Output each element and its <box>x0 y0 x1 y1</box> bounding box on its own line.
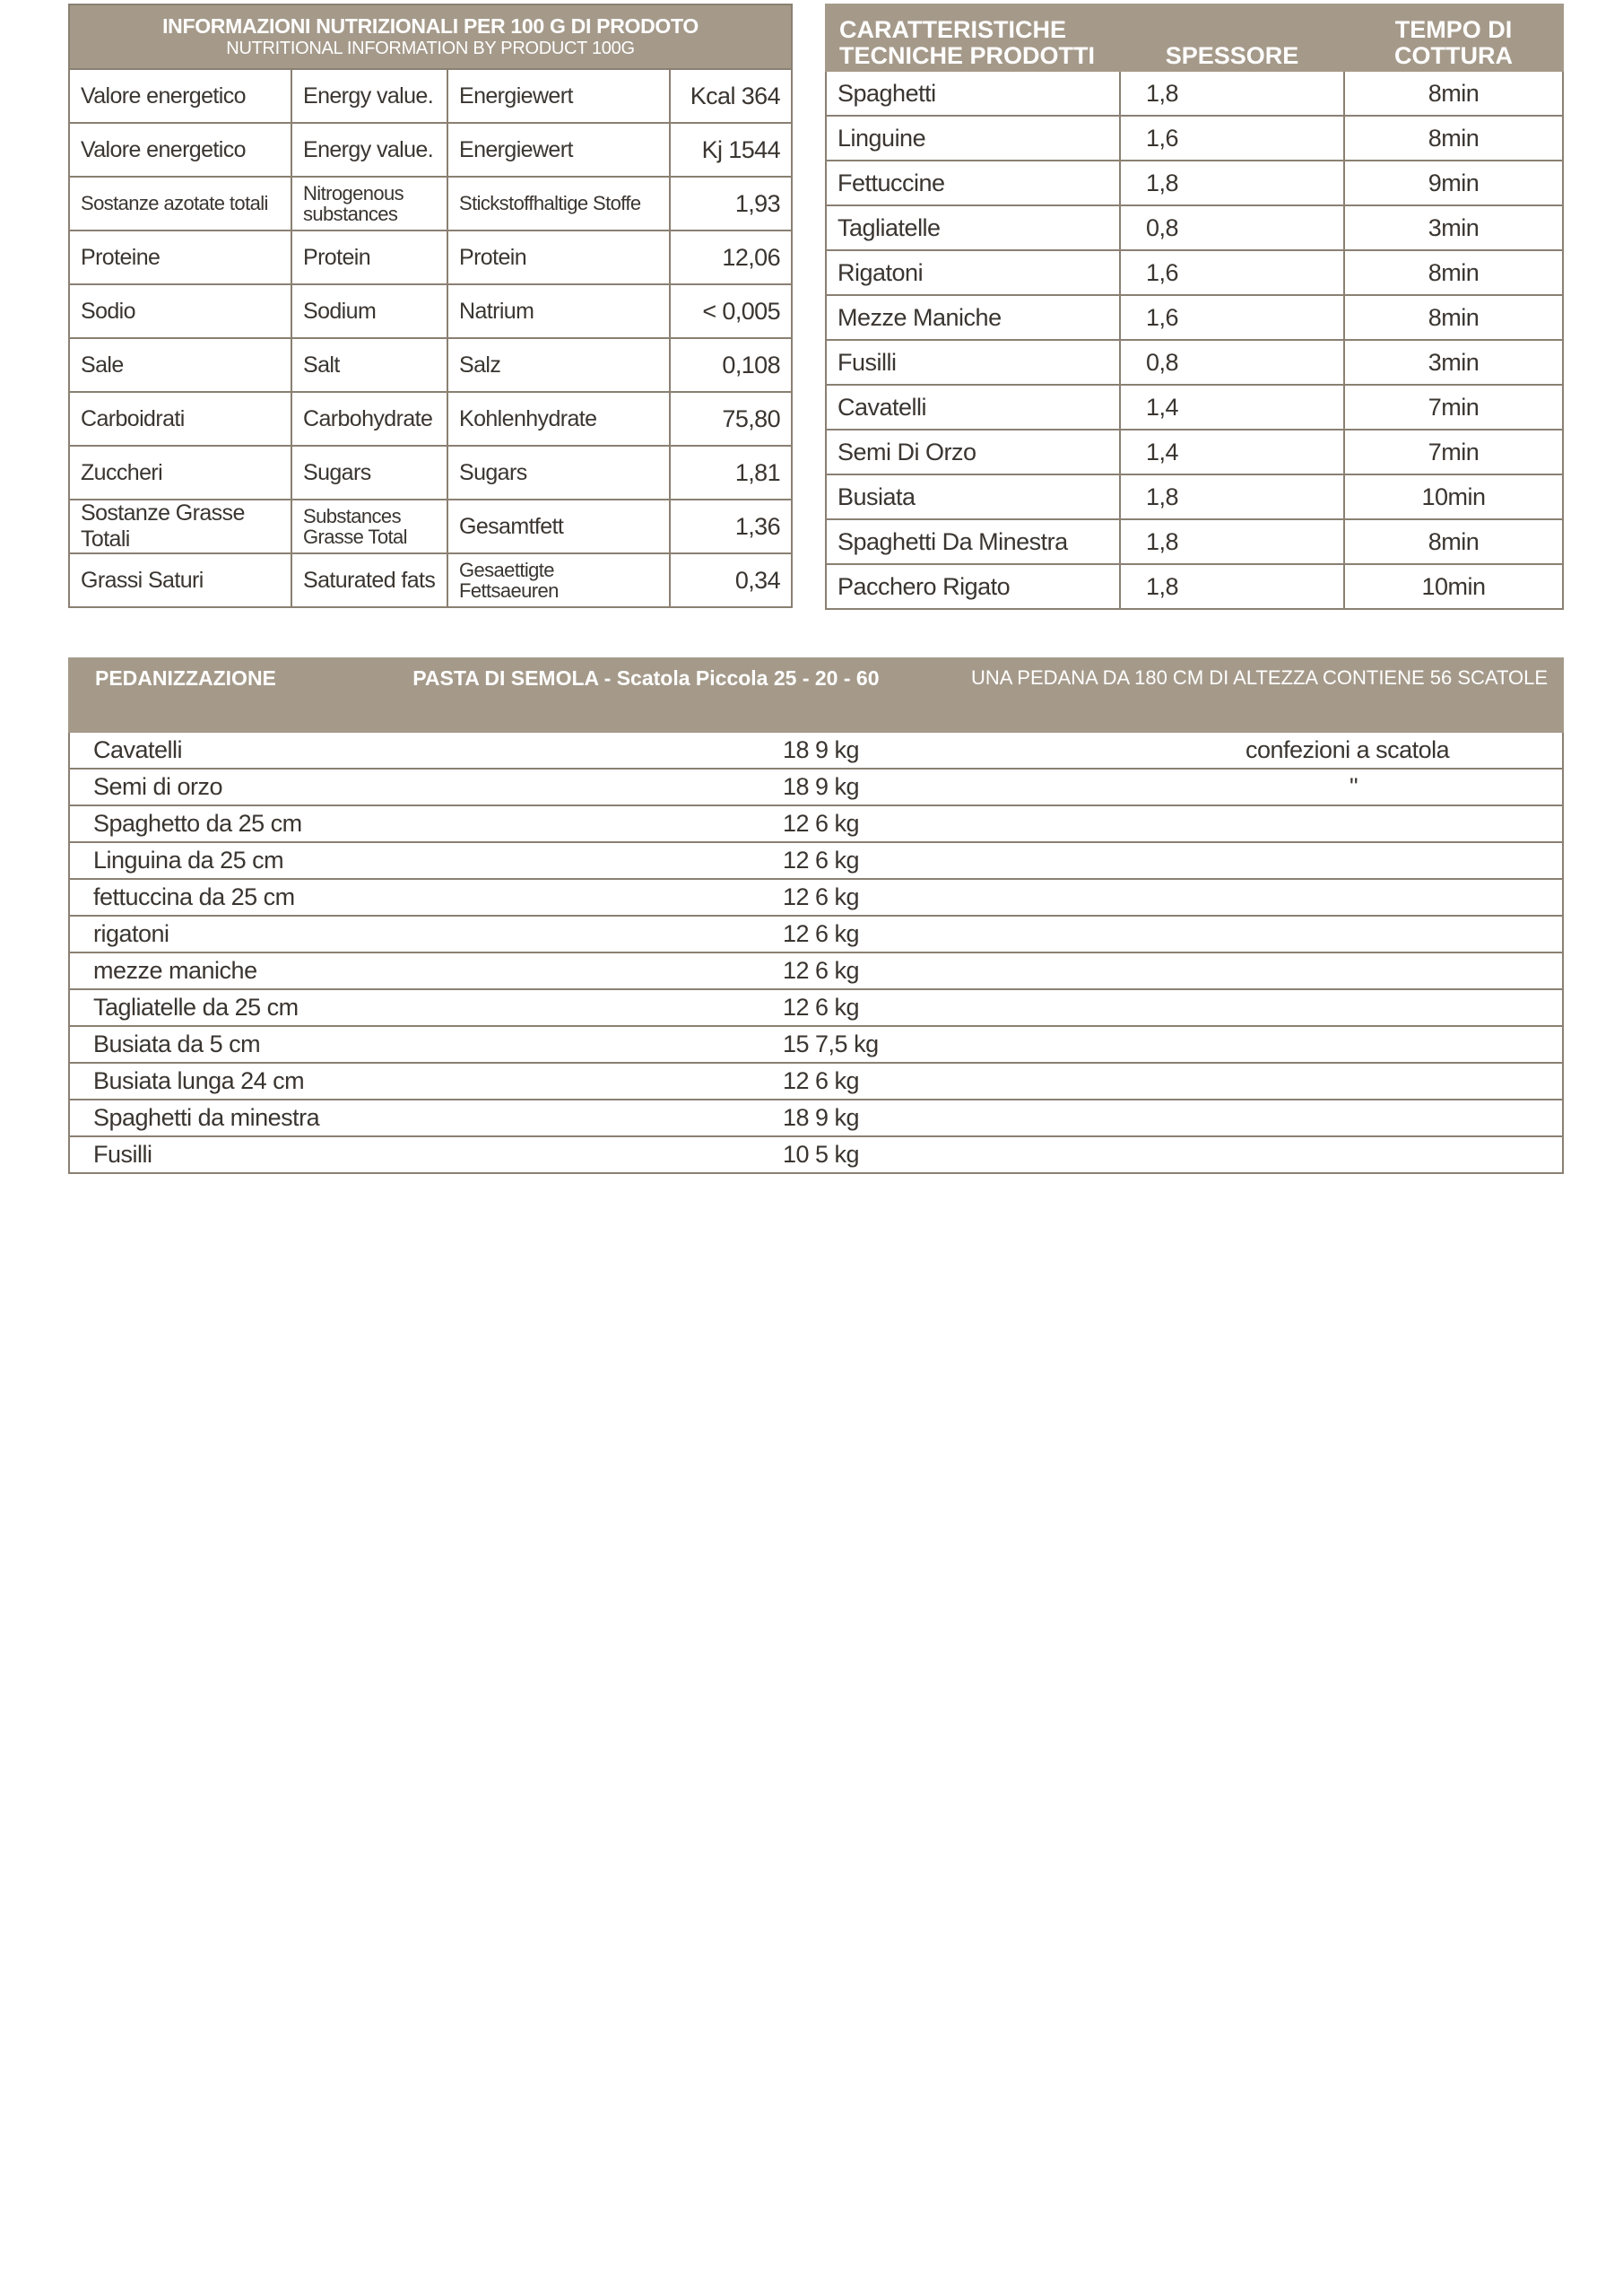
nutrition-cell-value: 75,80 <box>670 392 792 446</box>
palletization-row <box>69 805 1563 842</box>
palletization-cell-quantity: 12 6 kg <box>783 842 1172 879</box>
palletization-row <box>69 916 1563 952</box>
technical-header-thickness: SPESSORE <box>1120 4 1344 71</box>
palletization-row <box>69 1026 1563 1063</box>
palletization-header-product: PASTA DI SEMOLA - Scatola Piccola 25 - 20 - 60 <box>412 666 880 690</box>
technical-cell-product: Spaghetti <box>826 71 1120 116</box>
technical-cell-product: Rigatoni <box>826 250 1120 295</box>
nutrition-cell-value: 0,34 <box>670 553 792 607</box>
technical-cell-cooking: 8min <box>1344 519 1563 564</box>
nutrition-cell-it: Proteine <box>69 230 291 284</box>
nutrition-row <box>69 123 792 177</box>
palletization-cell-note <box>1172 1100 1563 1136</box>
nutrition-cell-de: Gesamtfett <box>447 500 670 553</box>
technical-cell-cooking: 7min <box>1344 385 1563 430</box>
nutrition-cell-en: Salt <box>291 338 447 392</box>
nutrition-row <box>69 230 792 284</box>
palletization-cell-note <box>1172 989 1563 1026</box>
nutrition-title: INFORMAZIONI NUTRIZIONALI PER 100 G DI PRODOTO <box>162 14 699 39</box>
palletization-cell-quantity: 18 9 kg <box>783 1100 1172 1136</box>
palletization-row <box>69 1063 1563 1100</box>
technical-row <box>826 519 1563 564</box>
palletization-header-note: UNA PEDANA DA 180 CM DI ALTEZZA CONTIENE 56 SCATOLE <box>970 666 1549 689</box>
technical-cell-cooking: 3min <box>1344 340 1563 385</box>
palletization-cell-note <box>1172 1026 1563 1063</box>
technical-cell-cooking: 8min <box>1344 295 1563 340</box>
palletization-cell-product: Cavatelli <box>69 732 783 769</box>
technical-table <box>825 4 1564 610</box>
nutrition-cell-it: Sostanze Grasse Totali <box>69 500 291 553</box>
nutrition-cell-value: 1,81 <box>670 446 792 500</box>
nutrition-cell-en: Sodium <box>291 284 447 338</box>
nutrition-row <box>69 69 792 123</box>
technical-cell-thickness: 1,8 <box>1120 474 1344 519</box>
technical-cell-cooking: 7min <box>1344 430 1563 474</box>
palletization-cell-quantity: 12 6 kg <box>783 879 1172 916</box>
palletization-cell-product: Busiata da 5 cm <box>69 1026 783 1063</box>
technical-row <box>826 161 1563 205</box>
nutrition-cell-en: Sugars <box>291 446 447 500</box>
palletization-header-label: PEDANIZZAZIONE <box>95 666 276 690</box>
palletization-cell-product: Linguina da 25 cm <box>69 842 783 879</box>
nutrition-row <box>69 553 792 607</box>
palletization-row <box>69 952 1563 989</box>
technical-row <box>826 430 1563 474</box>
palletization-header-cell <box>69 658 1563 732</box>
palletization-cell-quantity: 18 9 kg <box>783 732 1172 769</box>
nutrition-cell-value: < 0,005 <box>670 284 792 338</box>
nutrition-cell-de: Natrium <box>447 284 670 338</box>
technical-cell-thickness: 1,6 <box>1120 250 1344 295</box>
technical-cell-thickness: 1,8 <box>1120 71 1344 116</box>
nutrition-table <box>68 4 793 608</box>
nutrition-header-cell <box>69 4 792 69</box>
technical-cell-product: Fettuccine <box>826 161 1120 205</box>
nutrition-cell-de: Stickstoffhaltige Stoffe <box>447 177 670 230</box>
nutrition-row <box>69 338 792 392</box>
nutrition-row <box>69 284 792 338</box>
nutrition-row <box>69 500 792 553</box>
palletization-row <box>69 842 1563 879</box>
technical-row <box>826 250 1563 295</box>
palletization-cell-quantity: 12 6 kg <box>783 989 1172 1026</box>
nutrition-subtitle: NUTRITIONAL INFORMATION BY PRODUCT 100G <box>226 38 635 58</box>
palletization-cell-product: mezze maniche <box>69 952 783 989</box>
technical-cell-thickness: 1,6 <box>1120 295 1344 340</box>
nutrition-cell-it: Carboidrati <box>69 392 291 446</box>
nutrition-cell-it: Sodio <box>69 284 291 338</box>
palletization-cell-note <box>1172 952 1563 989</box>
nutrition-cell-value: 12,06 <box>670 230 792 284</box>
technical-cell-product: Tagliatelle <box>826 205 1120 250</box>
palletization-row <box>69 769 1563 805</box>
nutrition-cell-value: Kj 1544 <box>670 123 792 177</box>
nutrition-cell-de: Energiewert <box>447 123 670 177</box>
technical-cell-product: Semi Di Orzo <box>826 430 1120 474</box>
technical-cell-thickness: 0,8 <box>1120 340 1344 385</box>
nutrition-cell-en: Energy value. <box>291 69 447 123</box>
technical-cell-thickness: 1,4 <box>1120 430 1344 474</box>
palletization-cell-product: Semi di orzo <box>69 769 783 805</box>
nutrition-cell-it: Sale <box>69 338 291 392</box>
technical-cell-product: Cavatelli <box>826 385 1120 430</box>
palletization-row <box>69 732 1563 769</box>
technical-cell-product: Mezze Maniche <box>826 295 1120 340</box>
nutrition-cell-en: Saturated fats <box>291 553 447 607</box>
technical-cell-thickness: 1,8 <box>1120 161 1344 205</box>
technical-cell-product: Spaghetti Da Minestra <box>826 519 1120 564</box>
technical-cell-thickness: 1,6 <box>1120 116 1344 161</box>
technical-cell-thickness: 1,8 <box>1120 564 1344 609</box>
technical-cell-product: Linguine <box>826 116 1120 161</box>
palletization-cell-quantity: 12 6 kg <box>783 1063 1172 1100</box>
technical-header <box>826 4 1563 71</box>
technical-cell-cooking: 10min <box>1344 564 1563 609</box>
technical-cell-cooking: 8min <box>1344 71 1563 116</box>
palletization-row <box>69 879 1563 916</box>
nutrition-cell-de: Sugars <box>447 446 670 500</box>
technical-cell-cooking: 8min <box>1344 250 1563 295</box>
technical-row <box>826 295 1563 340</box>
palletization-cell-product: rigatoni <box>69 916 783 952</box>
palletization-cell-quantity: 15 7,5 kg <box>783 1026 1172 1063</box>
technical-row <box>826 205 1563 250</box>
nutrition-cell-de: Gesaettigte Fettsaeuren <box>447 553 670 607</box>
technical-row <box>826 385 1563 430</box>
nutrition-cell-value: 1,93 <box>670 177 792 230</box>
palletization-cell-product: Busiata lunga 24 cm <box>69 1063 783 1100</box>
palletization-cell-quantity: 10 5 kg <box>783 1136 1172 1173</box>
technical-cell-product: Fusilli <box>826 340 1120 385</box>
nutrition-row <box>69 177 792 230</box>
nutrition-cell-it: Zuccheri <box>69 446 291 500</box>
nutrition-cell-en: Carbohydrate <box>291 392 447 446</box>
technical-row <box>826 340 1563 385</box>
nutrition-cell-en: Protein <box>291 230 447 284</box>
palletization-cell-note <box>1172 1136 1563 1173</box>
palletization-cell-product: Spaghetto da 25 cm <box>69 805 783 842</box>
palletization-table <box>68 657 1564 1174</box>
palletization-row <box>69 1136 1563 1173</box>
technical-cell-cooking: 8min <box>1344 116 1563 161</box>
nutrition-cell-en: Nitrogenous substances <box>291 177 447 230</box>
nutrition-header <box>69 4 792 69</box>
nutrition-row <box>69 392 792 446</box>
nutrition-cell-en: Energy value. <box>291 123 447 177</box>
technical-row <box>826 71 1563 116</box>
palletization-cell-note: confezioni a scatola <box>1172 732 1563 769</box>
technical-cell-thickness: 1,4 <box>1120 385 1344 430</box>
nutrition-cell-value: Kcal 364 <box>670 69 792 123</box>
palletization-row <box>69 1100 1563 1136</box>
palletization-cell-product: Spaghetti da minestra <box>69 1100 783 1136</box>
palletization-header <box>69 658 1563 732</box>
palletization-cell-note <box>1172 1063 1563 1100</box>
palletization-cell-quantity: 12 6 kg <box>783 805 1172 842</box>
palletization-cell-note <box>1172 805 1563 842</box>
technical-cell-cooking: 10min <box>1344 474 1563 519</box>
technical-row <box>826 116 1563 161</box>
technical-row <box>826 564 1563 609</box>
palletization-cell-quantity: 12 6 kg <box>783 916 1172 952</box>
palletization-cell-note <box>1172 916 1563 952</box>
technical-cell-product: Busiata <box>826 474 1120 519</box>
palletization-cell-note: " <box>1172 769 1563 805</box>
nutrition-cell-de: Salz <box>447 338 670 392</box>
nutrition-cell-it: Valore energetico <box>69 69 291 123</box>
technical-row <box>826 474 1563 519</box>
technical-cell-product: Pacchero Rigato <box>826 564 1120 609</box>
nutrition-cell-de: Energiewert <box>447 69 670 123</box>
nutrition-cell-it: Grassi Saturi <box>69 553 291 607</box>
nutrition-cell-de: Kohlenhydrate <box>447 392 670 446</box>
palletization-cell-product: fettuccina da 25 cm <box>69 879 783 916</box>
nutrition-cell-value: 0,108 <box>670 338 792 392</box>
nutrition-cell-en: Substances Grasse Total <box>291 500 447 553</box>
palletization-cell-product: Fusilli <box>69 1136 783 1173</box>
palletization-cell-quantity: 12 6 kg <box>783 952 1172 989</box>
palletization-cell-quantity: 18 9 kg <box>783 769 1172 805</box>
nutrition-cell-it: Valore energetico <box>69 123 291 177</box>
nutrition-cell-value: 1,36 <box>670 500 792 553</box>
palletization-cell-note <box>1172 842 1563 879</box>
palletization-cell-note <box>1172 879 1563 916</box>
technical-cell-thickness: 1,8 <box>1120 519 1344 564</box>
technical-header-products: CARATTERISTICHE TECNICHE PRODOTTI <box>826 4 1120 71</box>
nutrition-cell-it: Sostanze azotate totali <box>69 177 291 230</box>
nutrition-row <box>69 446 792 500</box>
palletization-row <box>69 989 1563 1026</box>
nutrition-cell-de: Protein <box>447 230 670 284</box>
technical-cell-cooking: 9min <box>1344 161 1563 205</box>
technical-header-cooking: TEMPO DI COTTURA <box>1344 4 1563 71</box>
technical-cell-cooking: 3min <box>1344 205 1563 250</box>
technical-cell-thickness: 0,8 <box>1120 205 1344 250</box>
palletization-cell-product: Tagliatelle da 25 cm <box>69 989 783 1026</box>
